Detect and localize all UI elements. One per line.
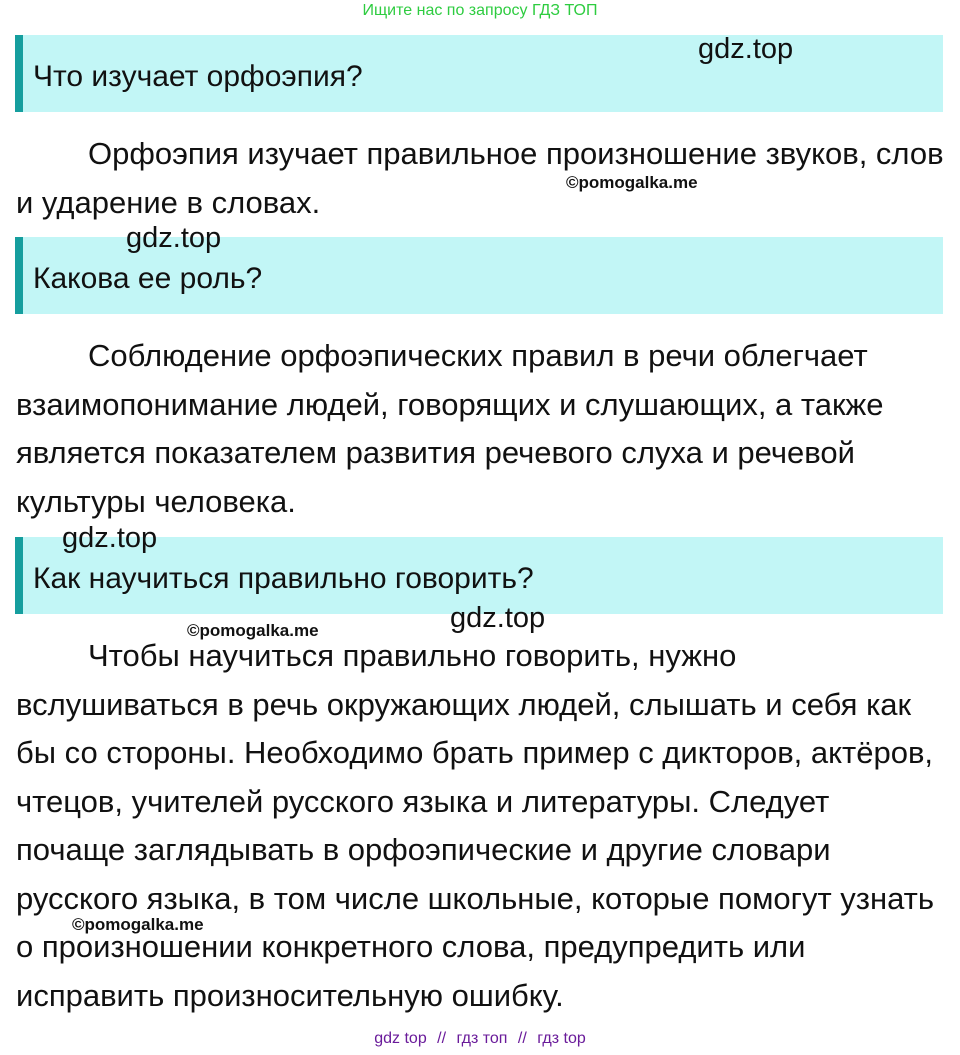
- question-heading-3: Как научиться правильно говорить?: [15, 537, 943, 614]
- question-heading-1: Что изучает орфоэпия?: [15, 35, 943, 112]
- top-banner: Ищите нас по запросу ГДЗ ТОП: [362, 2, 598, 19]
- watermark-pomogalka: ©pomogalka.me: [566, 173, 698, 192]
- watermark-gdz: gdz.top: [698, 33, 794, 65]
- watermark-gdz: gdz.top: [450, 602, 546, 634]
- answer-text-1: Орфоэпия изучает правильное произношение звуков, слов и ударение в словах.: [16, 136, 944, 220]
- watermark-gdz: gdz.top: [62, 522, 158, 554]
- watermark-pomogalka: ©pomogalka.me: [72, 915, 204, 934]
- watermark-gdz: gdz.top: [126, 222, 222, 254]
- footer-links: [0, 1030, 960, 1048]
- answer-text-3: Чтобы научиться правильно говорить, нужно вслушиваться в речь окружающих людей, слышать и себя как бы со стороны. Необходимо брать пример с дикторов, актёров, чтецов, учителей русского языка и литературы. Следует почаще заглядывать в орфоэпические и другие словари русского языка, в том числе школьные, которые помогут узнать о произношении конкретного слова, предупредить или исправить произносительную ошибку.: [16, 638, 934, 1013]
- watermark-pomogalka: ©pomogalka.me: [187, 621, 319, 640]
- footer-item[interactable]: гдз top: [537, 1030, 586, 1047]
- question-heading-2: Какова ее роль?: [15, 237, 943, 314]
- answer-text-2: Соблюдение орфоэпических правил в речи облегчает взаимопонимание людей, говорящих и слушающих, а также является показателем развития речевого слуха и речевой культуры человека.: [16, 338, 884, 519]
- footer-separator: //: [437, 1030, 447, 1047]
- footer-item[interactable]: гдз топ: [456, 1030, 508, 1047]
- footer-separator: //: [517, 1030, 527, 1047]
- footer-item[interactable]: gdz top: [374, 1030, 427, 1047]
